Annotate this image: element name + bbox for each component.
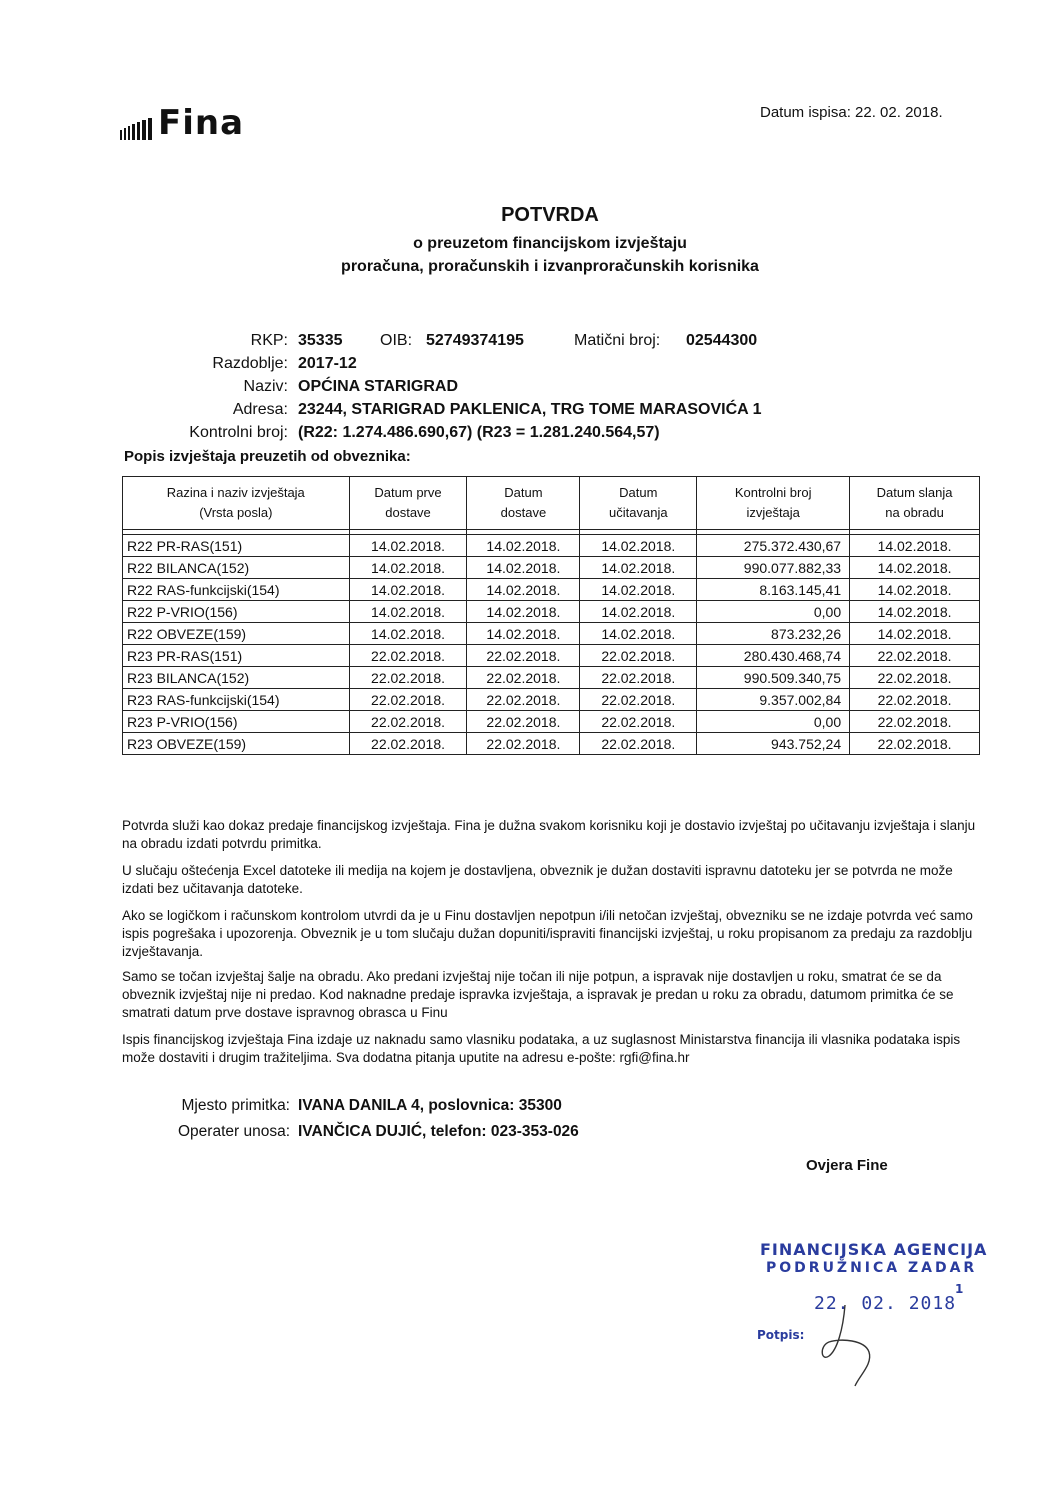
naziv-value: OPĆINA STARIGRAD [298, 378, 458, 395]
table-cell: 14.02.2018. [850, 579, 980, 601]
table-cell: R22 OBVEZE(159) [123, 623, 350, 645]
print-date: Datum ispisa: 22. 02. 2018. [760, 104, 943, 121]
operater-value: IVANČICA DUJIĆ, telefon: 023-353-026 [298, 1123, 579, 1140]
table-cell: 14.02.2018. [349, 535, 467, 557]
table-cell: 990.077.882,33 [697, 557, 850, 579]
section-title: Popis izvještaja preuzetih od obveznika: [124, 448, 411, 465]
table-cell: 22.02.2018. [850, 733, 980, 755]
razdoblje-label: Razdoblje: [212, 355, 288, 372]
table-cell: 14.02.2018. [580, 557, 697, 579]
table-cell: 22.02.2018. [467, 711, 580, 733]
table-cell: 9.357.002,84 [697, 689, 850, 711]
table-cell: R22 RAS-funkcijski(154) [123, 579, 350, 601]
adresa-label: Adresa: [232, 401, 288, 418]
header-kontrolni-broj: Kontrolni broj izvještaja [697, 477, 850, 530]
logo-text: Fina [158, 103, 245, 143]
table-cell: 22.02.2018. [349, 733, 467, 755]
table-cell: R23 PR-RAS(151) [123, 645, 350, 667]
table-row [123, 579, 980, 601]
table-cell: 14.02.2018. [349, 601, 467, 623]
table-cell: 22.02.2018. [467, 645, 580, 667]
maticni-value: 02544300 [686, 332, 758, 349]
table-cell: 14.02.2018. [349, 623, 467, 645]
table-cell: 0,00 [697, 711, 850, 733]
stamp-number: 1 [955, 1282, 964, 1296]
stamp-agency: FINANCIJSKA AGENCIJA [760, 1240, 988, 1259]
table-cell: R23 BILANCA(152) [123, 667, 350, 689]
logo-bar [137, 122, 140, 140]
table-row [123, 645, 980, 667]
table-row [123, 623, 980, 645]
paragraph: Samo se točan izvještaj šalje na obradu. Ako predani izvještaj nije točan ili nije potpun, a ispravak nije dostavljen u roku, smatrat će se da obveznik izvještaj nije ni predao. Kod naknadne predaje ispravka izvještaja, a ispravak je predan u roku za obradu, datumom primitka će se smatrati datum prve dostave ispravnog obrasca u Finu [122, 969, 954, 1020]
table-cell: 22.02.2018. [580, 711, 697, 733]
table-row [123, 557, 980, 579]
table-cell: 943.752,24 [697, 733, 850, 755]
ovjera-label: Ovjera Fine [806, 1157, 888, 1174]
table-cell: R23 P-VRIO(156) [123, 711, 350, 733]
table-cell: 22.02.2018. [580, 733, 697, 755]
header-razina: Razina i naziv izvještaja (Vrsta posla) [123, 477, 350, 530]
table-cell: 22.02.2018. [349, 667, 467, 689]
logo-bar [128, 126, 130, 140]
oib-value: 52749374195 [426, 332, 524, 349]
mjesto-value: IVANA DANILA 4, poslovnica: 35300 [298, 1097, 562, 1114]
table-cell: 14.02.2018. [850, 557, 980, 579]
adresa-value: 23244, STARIGRAD PAKLENICA, TRG TOME MARASOVIĆA 1 [298, 401, 762, 418]
table-cell: 22.02.2018. [850, 711, 980, 733]
table-cell: 22.02.2018. [580, 667, 697, 689]
logo-bar [124, 128, 126, 140]
mjesto-label: Mjesto primitka: [181, 1097, 290, 1114]
naziv-label: Naziv: [243, 378, 288, 395]
table-cell: 22.02.2018. [467, 689, 580, 711]
table-cell: 280.430.468,74 [697, 645, 850, 667]
stamp-branch: PODRUŽNICA ZADAR [766, 1260, 978, 1276]
maticni-label: Matični broj: [574, 332, 661, 349]
table-cell: 22.02.2018. [850, 645, 980, 667]
table-cell: 14.02.2018. [467, 557, 580, 579]
table-cell: 14.02.2018. [467, 601, 580, 623]
table-cell: 14.02.2018. [349, 557, 467, 579]
paragraph: Ako se logičkom i računskom kontrolom utvrdi da je u Finu dostavljen nepotpun i/ili netočan izvještaj, obvezniku se ne izdaje potvrda već samo ispis pogrešaka i upozorenja. Obveznik je u tom slučaju dužan dopuniti/ispraviti financijski izvještaj, u roku propisanom za predaju za razdoblju izvještavanja. [122, 908, 973, 959]
table-cell: 14.02.2018. [349, 579, 467, 601]
rkp-value: 35335 [298, 332, 343, 349]
razdoblje-value: 2017-12 [298, 355, 357, 372]
table-cell: 14.02.2018. [580, 535, 697, 557]
table-cell: 22.02.2018. [580, 689, 697, 711]
table-cell: 14.02.2018. [580, 623, 697, 645]
paragraph: Ispis financijskog izvještaja Fina izdaje uz naknadu samo vlasniku podataka, a uz suglasnost Ministarstva financija ili vlasnika podataka ispis može dostaviti i drugim tražiteljima. Sva dodatna pitanja uputite na adresu e-pošte: rgfi@fina.hr [122, 1032, 961, 1065]
table-cell: 275.372.430,67 [697, 535, 850, 557]
header-datum-slanja: Datum slanja na obradu [850, 477, 980, 530]
table-cell: 14.02.2018. [580, 601, 697, 623]
table-cell: 14.02.2018. [467, 579, 580, 601]
table-cell: R22 P-VRIO(156) [123, 601, 350, 623]
table-cell: 22.02.2018. [349, 689, 467, 711]
table-header-row [123, 477, 980, 530]
table-cell: R23 OBVEZE(159) [123, 733, 350, 755]
table-cell: 22.02.2018. [467, 667, 580, 689]
table-cell: 8.163.145,41 [697, 579, 850, 601]
document-title: POTVRDA [501, 204, 599, 226]
table-cell: 0,00 [697, 601, 850, 623]
table-row [123, 601, 980, 623]
table-cell: 22.02.2018. [850, 667, 980, 689]
table-cell: 990.509.340,75 [697, 667, 850, 689]
signature-scribble [815, 1300, 885, 1390]
logo-bar [132, 124, 135, 140]
header-datum-ucitavanja: Datum učitavanja [580, 477, 697, 530]
table-row [123, 689, 980, 711]
header-datum-prve: Datum prve dostave [349, 477, 467, 530]
table-cell: 14.02.2018. [467, 623, 580, 645]
logo-bar [120, 130, 122, 140]
stamp-date: 22. 02. 2018 [814, 1293, 957, 1314]
table-cell: 873.232,26 [697, 623, 850, 645]
table-cell: 22.02.2018. [850, 689, 980, 711]
kontrolni-label: Kontrolni broj: [189, 424, 288, 441]
table-cell: R22 PR-RAS(151) [123, 535, 350, 557]
table-cell: 22.02.2018. [580, 645, 697, 667]
table-row [123, 733, 980, 755]
table-cell: 14.02.2018. [850, 601, 980, 623]
table-cell: 14.02.2018. [467, 535, 580, 557]
document-subtitle-2: proračuna, proračunskih i izvanproračunskih korisnika [341, 258, 759, 275]
logo-bar [148, 118, 152, 140]
rkp-label: RKP: [250, 332, 288, 349]
document-subtitle-1: o preuzetom financijskom izvještaju [413, 235, 687, 252]
table-cell: 14.02.2018. [580, 579, 697, 601]
header-datum-dostave: Datum dostave [467, 477, 580, 530]
paragraph: U slučaju oštećenja Excel datoteke ili medija na kojem je dostavljena, obveznik je dužan dostaviti ispravnu datoteku jer se potvrda ne može izdati bez učitavanja datoteke. [122, 863, 953, 896]
oib-label: OIB: [380, 332, 413, 349]
paragraph: Potvrda služi kao dokaz predaje financijskog izvještaja. Fina je dužna svakom korisniku koji je dostavio izvještaj po učitavanju izvještaja i slanju na obradu izdati potvrdu primitka. [122, 818, 976, 851]
table-row [123, 667, 980, 689]
table-cell: 14.02.2018. [850, 623, 980, 645]
table-row [123, 711, 980, 733]
report-table [122, 476, 980, 755]
fina-logo [120, 103, 245, 143]
stamp-potpis: Potpis: [757, 1328, 805, 1342]
table-cell: 22.02.2018. [349, 645, 467, 667]
kontrolni-value: (R22: 1.274.486.690,67) (R23 = 1.281.240.564,57) [298, 424, 660, 441]
table-cell: R22 BILANCA(152) [123, 557, 350, 579]
operater-label: Operater unosa: [177, 1123, 290, 1140]
table-cell: R23 RAS-funkcijski(154) [123, 689, 350, 711]
table-cell: 14.02.2018. [850, 535, 980, 557]
table-cell: 22.02.2018. [467, 733, 580, 755]
logo-bar [142, 120, 146, 140]
table-row [123, 535, 980, 557]
table-cell: 22.02.2018. [349, 711, 467, 733]
